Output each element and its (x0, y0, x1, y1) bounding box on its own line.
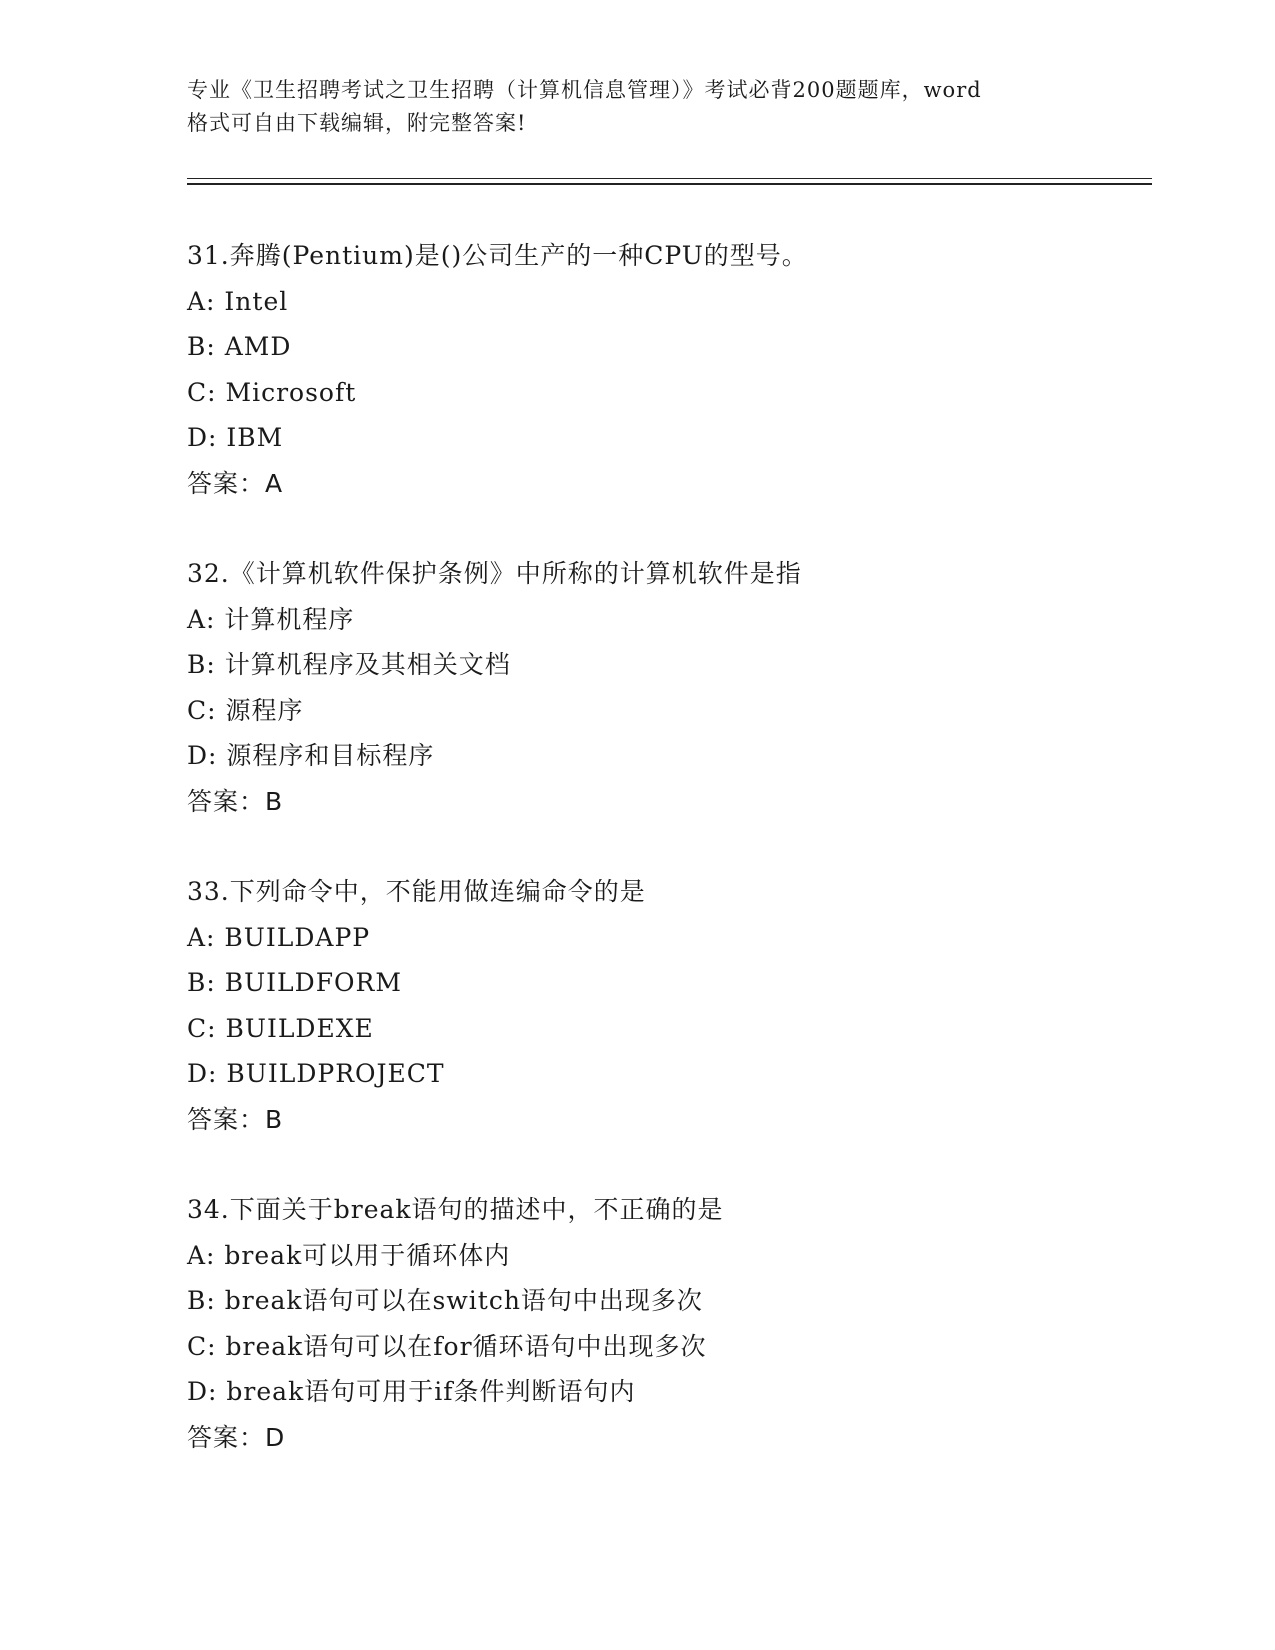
option-b: B: 计算机程序及其相关文档 (187, 650, 511, 679)
option-d: D: BUILDPROJECT (187, 1059, 445, 1088)
option-b: B: BUILDFORM (187, 968, 402, 997)
option-c: C: 源程序 (187, 695, 304, 725)
question-stem: 32.《计算机软件保护条例》中所称的计算机软件是指 (187, 559, 802, 588)
question-block (187, 551, 1137, 824)
answer-line: 答案：D (187, 1422, 286, 1452)
option-c: C: break语句可以在for循环语句中出现多次 (187, 1331, 707, 1361)
option-d: D: IBM (187, 423, 284, 452)
option-a: A: BUILDAPP (187, 922, 371, 952)
answer-line: 答案：B (187, 1104, 284, 1134)
answer-line: 答案：B (187, 786, 284, 816)
header-line-2: 格式可自由下载编辑，附完整答案! (187, 111, 527, 135)
header-divider-thin (187, 178, 1152, 179)
document-header (187, 74, 1087, 140)
option-d: D: 源程序和目标程序 (187, 741, 435, 770)
option-a: A: break可以用于循环体内 (187, 1240, 511, 1270)
question-stem: 31.奔腾(Pentium)是()公司生产的一种CPU的型号。 (187, 241, 808, 270)
question-stem: 34.下面关于break语句的描述中，不正确的是 (187, 1195, 724, 1224)
option-b: B: AMD (187, 332, 292, 361)
option-c: C: BUILDEXE (187, 1013, 374, 1043)
question-block (187, 233, 1137, 506)
question-block (187, 1187, 1137, 1460)
question-stem: 33.下列命令中，不能用做连编命令的是 (187, 877, 646, 906)
option-a: A: Intel (187, 286, 289, 316)
question-block (187, 869, 1137, 1142)
option-a: A: 计算机程序 (187, 604, 355, 634)
option-d: D: break语句可用于if条件判断语句内 (187, 1377, 636, 1406)
header-divider-thick (187, 183, 1152, 185)
answer-line: 答案：A (187, 468, 284, 498)
option-c: C: Microsoft (187, 377, 357, 407)
header-line-1: 专业《卫生招聘考试之卫生招聘（计算机信息管理）》考试必背200题题库，word (187, 78, 982, 102)
option-b: B: break语句可以在switch语句中出现多次 (187, 1286, 703, 1315)
